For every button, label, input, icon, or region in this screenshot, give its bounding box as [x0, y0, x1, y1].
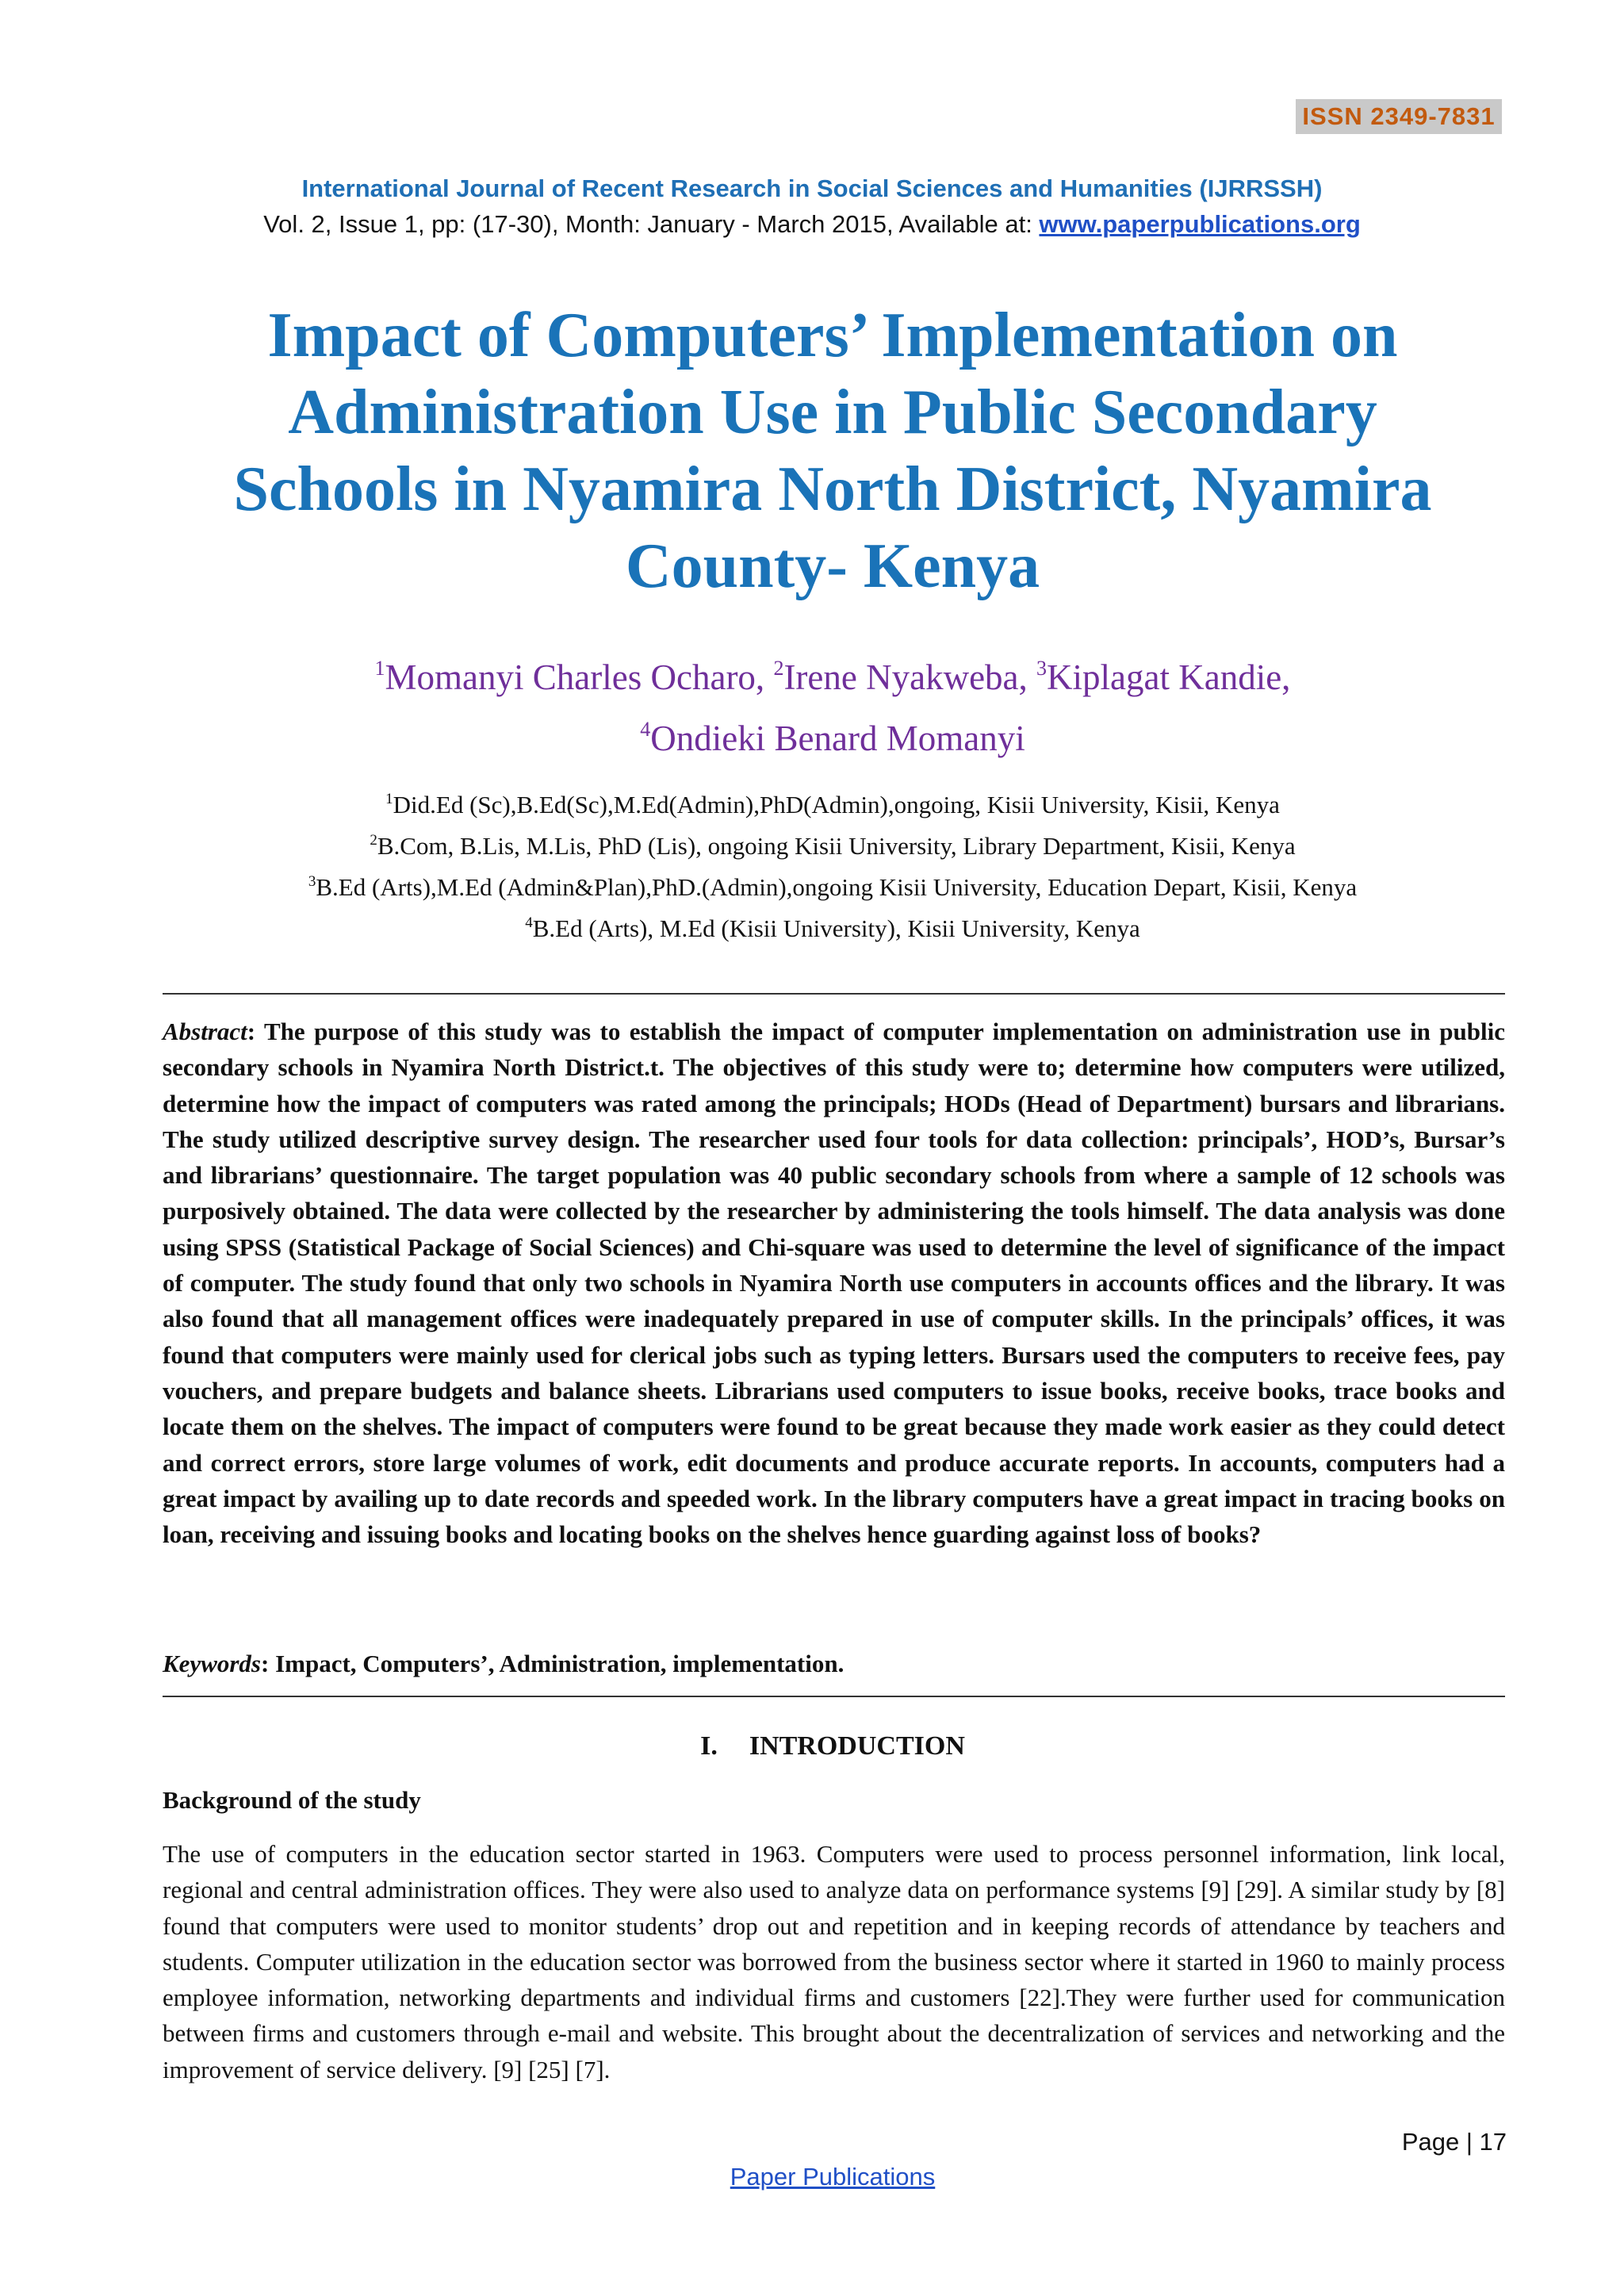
title-line-3: Schools in Nyamira North District, Nyamira [233, 454, 1432, 524]
abstract [163, 1014, 1505, 1552]
body-paragraph: The use of computers in the education sector started in 1963. Computers were used to process personnel information, link local, regional and central administration offices. They were also used to analyze data on performance systems [9] [29]. A similar study by [8] found that computers were used to monitor students’ drop out and repetition and in keeping records of attendance by teachers and students. Computer utilization in the education sector was borrowed from the business sector where it started in 1960 to mainly process employee information, networking departments and individual firms and customers [22].They were further used for communication between firms and customers through e-mail and website. This brought about the decentralization of services and networking and the improvement of service delivery. [9] [25] [7]. [163, 1840, 1505, 2083]
abstract-bottom-rule [163, 1696, 1505, 1697]
affiliation-1-number: 1 [385, 791, 393, 807]
author-4-number: 4 [640, 718, 651, 741]
author-list [0, 642, 1624, 765]
affiliation-3 [0, 864, 1624, 905]
volume-info [0, 210, 1624, 239]
author-1-number: 1 [374, 657, 385, 680]
affiliation-3-text: B.Ed (Arts),M.Ed (Admin&Plan),PhD.(Admin),ongoing Kisii University, Education Depart, Kisii, Kenya [316, 873, 1358, 901]
abstract-label: Abstract [163, 1018, 247, 1045]
author-1-name: Momanyi Charles Ocharo, [385, 657, 774, 697]
section-number: I. [700, 1731, 718, 1761]
footer [0, 2163, 1624, 2191]
author-3-number: 3 [1036, 657, 1048, 680]
affiliation-4-text: B.Ed (Arts), M.Ed (Kisii University), Kisii University, Kenya [532, 914, 1140, 942]
abstract-top-rule [163, 993, 1505, 995]
author-2-number: 2 [773, 657, 784, 680]
author-2-name: Irene Nyakweba, [783, 657, 1037, 697]
keywords-label: Keywords [163, 1650, 261, 1677]
keywords [163, 1646, 1505, 1681]
subheading: Background of the study [163, 1786, 421, 1814]
keywords-text: : Impact, Computers’, Administration, implementation. [261, 1650, 845, 1677]
issn-badge: ISSN 2349-7831 [1296, 99, 1502, 134]
affiliation-4 [0, 905, 1624, 946]
affiliation-2-number: 2 [370, 832, 377, 849]
affiliation-1-text: Did.Ed (Sc),B.Ed(Sc),M.Ed(Admin),PhD(Admin),ongoing, Kisii University, Kisii, Kenya [393, 791, 1280, 818]
author-3-name: Kiplagat Kandie, [1047, 657, 1291, 697]
publisher-link[interactable]: Paper Publications [730, 2163, 936, 2191]
section-title: INTRODUCTION [749, 1731, 965, 1761]
title-line-4: County- Kenya [625, 531, 1040, 601]
title-line-1: Impact of Computers’ Implementation on [267, 301, 1398, 370]
volume-text: Vol. 2, Issue 1, pp: (17-30), Month: January - March 2015, Available at: [263, 210, 1040, 238]
affiliation-4-number: 4 [525, 914, 533, 931]
affiliation-1 [0, 781, 1624, 822]
author-line-1 [0, 642, 1624, 703]
title-line-2: Administration Use in Public Secondary [288, 378, 1377, 447]
section-heading [0, 1731, 1624, 1761]
journal-name: International Journal of Recent Research in Social Sciences and Humanities (IJRRSSH) [301, 174, 1323, 202]
affiliation-2-text: B.Com, B.Lis, M.Lis, PhD (Lis), ongoing Kisii University, Library Department, Kisii, Kenya [377, 832, 1296, 860]
affiliation-3-number: 3 [308, 873, 316, 890]
page-number: Page | 17 [1401, 2128, 1507, 2156]
paper-title [159, 297, 1507, 605]
affiliation-2 [0, 822, 1624, 864]
affiliations [0, 781, 1624, 946]
abstract-text: : The purpose of this study was to establish the impact of computer implementation on administration use in public secondary schools in Nyamira North District.t. The objectives of this study were to; determine how computers were utilized, determine how the impact of computers was rated among the principals; HODs (Head of Department) bursars and librarians. The study utilized descriptive survey design. The researcher used four tools for data collection: principals’, HOD’s, Bursar’s and librarians’ questionnaire. The target population was 40 public secondary schools from where a sample of 12 schools was purposively obtained. The data were collected by the researcher by administering the tools himself. The data analysis was done using SPSS (Statistical Package of Social Sciences) and Chi-square was used to determine the level of significance of the impact of computer. The study found that only two schools in Nyamira North use computers in accounts offices and the library. It was also found that all management offices were inadequately prepared in use of computer skills. In the principals’ offices, it was found that computers were mainly used for clerical jobs such as typing letters. Bursars used the computers to receive fees, pay vouchers, and prepare budgets and balance sheets. Librarians used computers to issue books, receive books, trace books and locate them on the shelves. The impact of computers were found to be great because they made work easier as they could detect and correct errors, store large volumes of work, edit documents and produce accurate reports. In accounts, computers had a great impact by availing up to date records and speeded work. In the library computers have a great impact in tracing books on loan, receiving and issuing books and locating books on the shelves hence guarding against loss of books? [163, 1018, 1505, 1549]
website-link[interactable]: www.paperpublications.org [1039, 210, 1361, 238]
author-4-name: Ondieki Benard Momanyi [650, 719, 1025, 758]
author-line-2 [0, 703, 1624, 765]
